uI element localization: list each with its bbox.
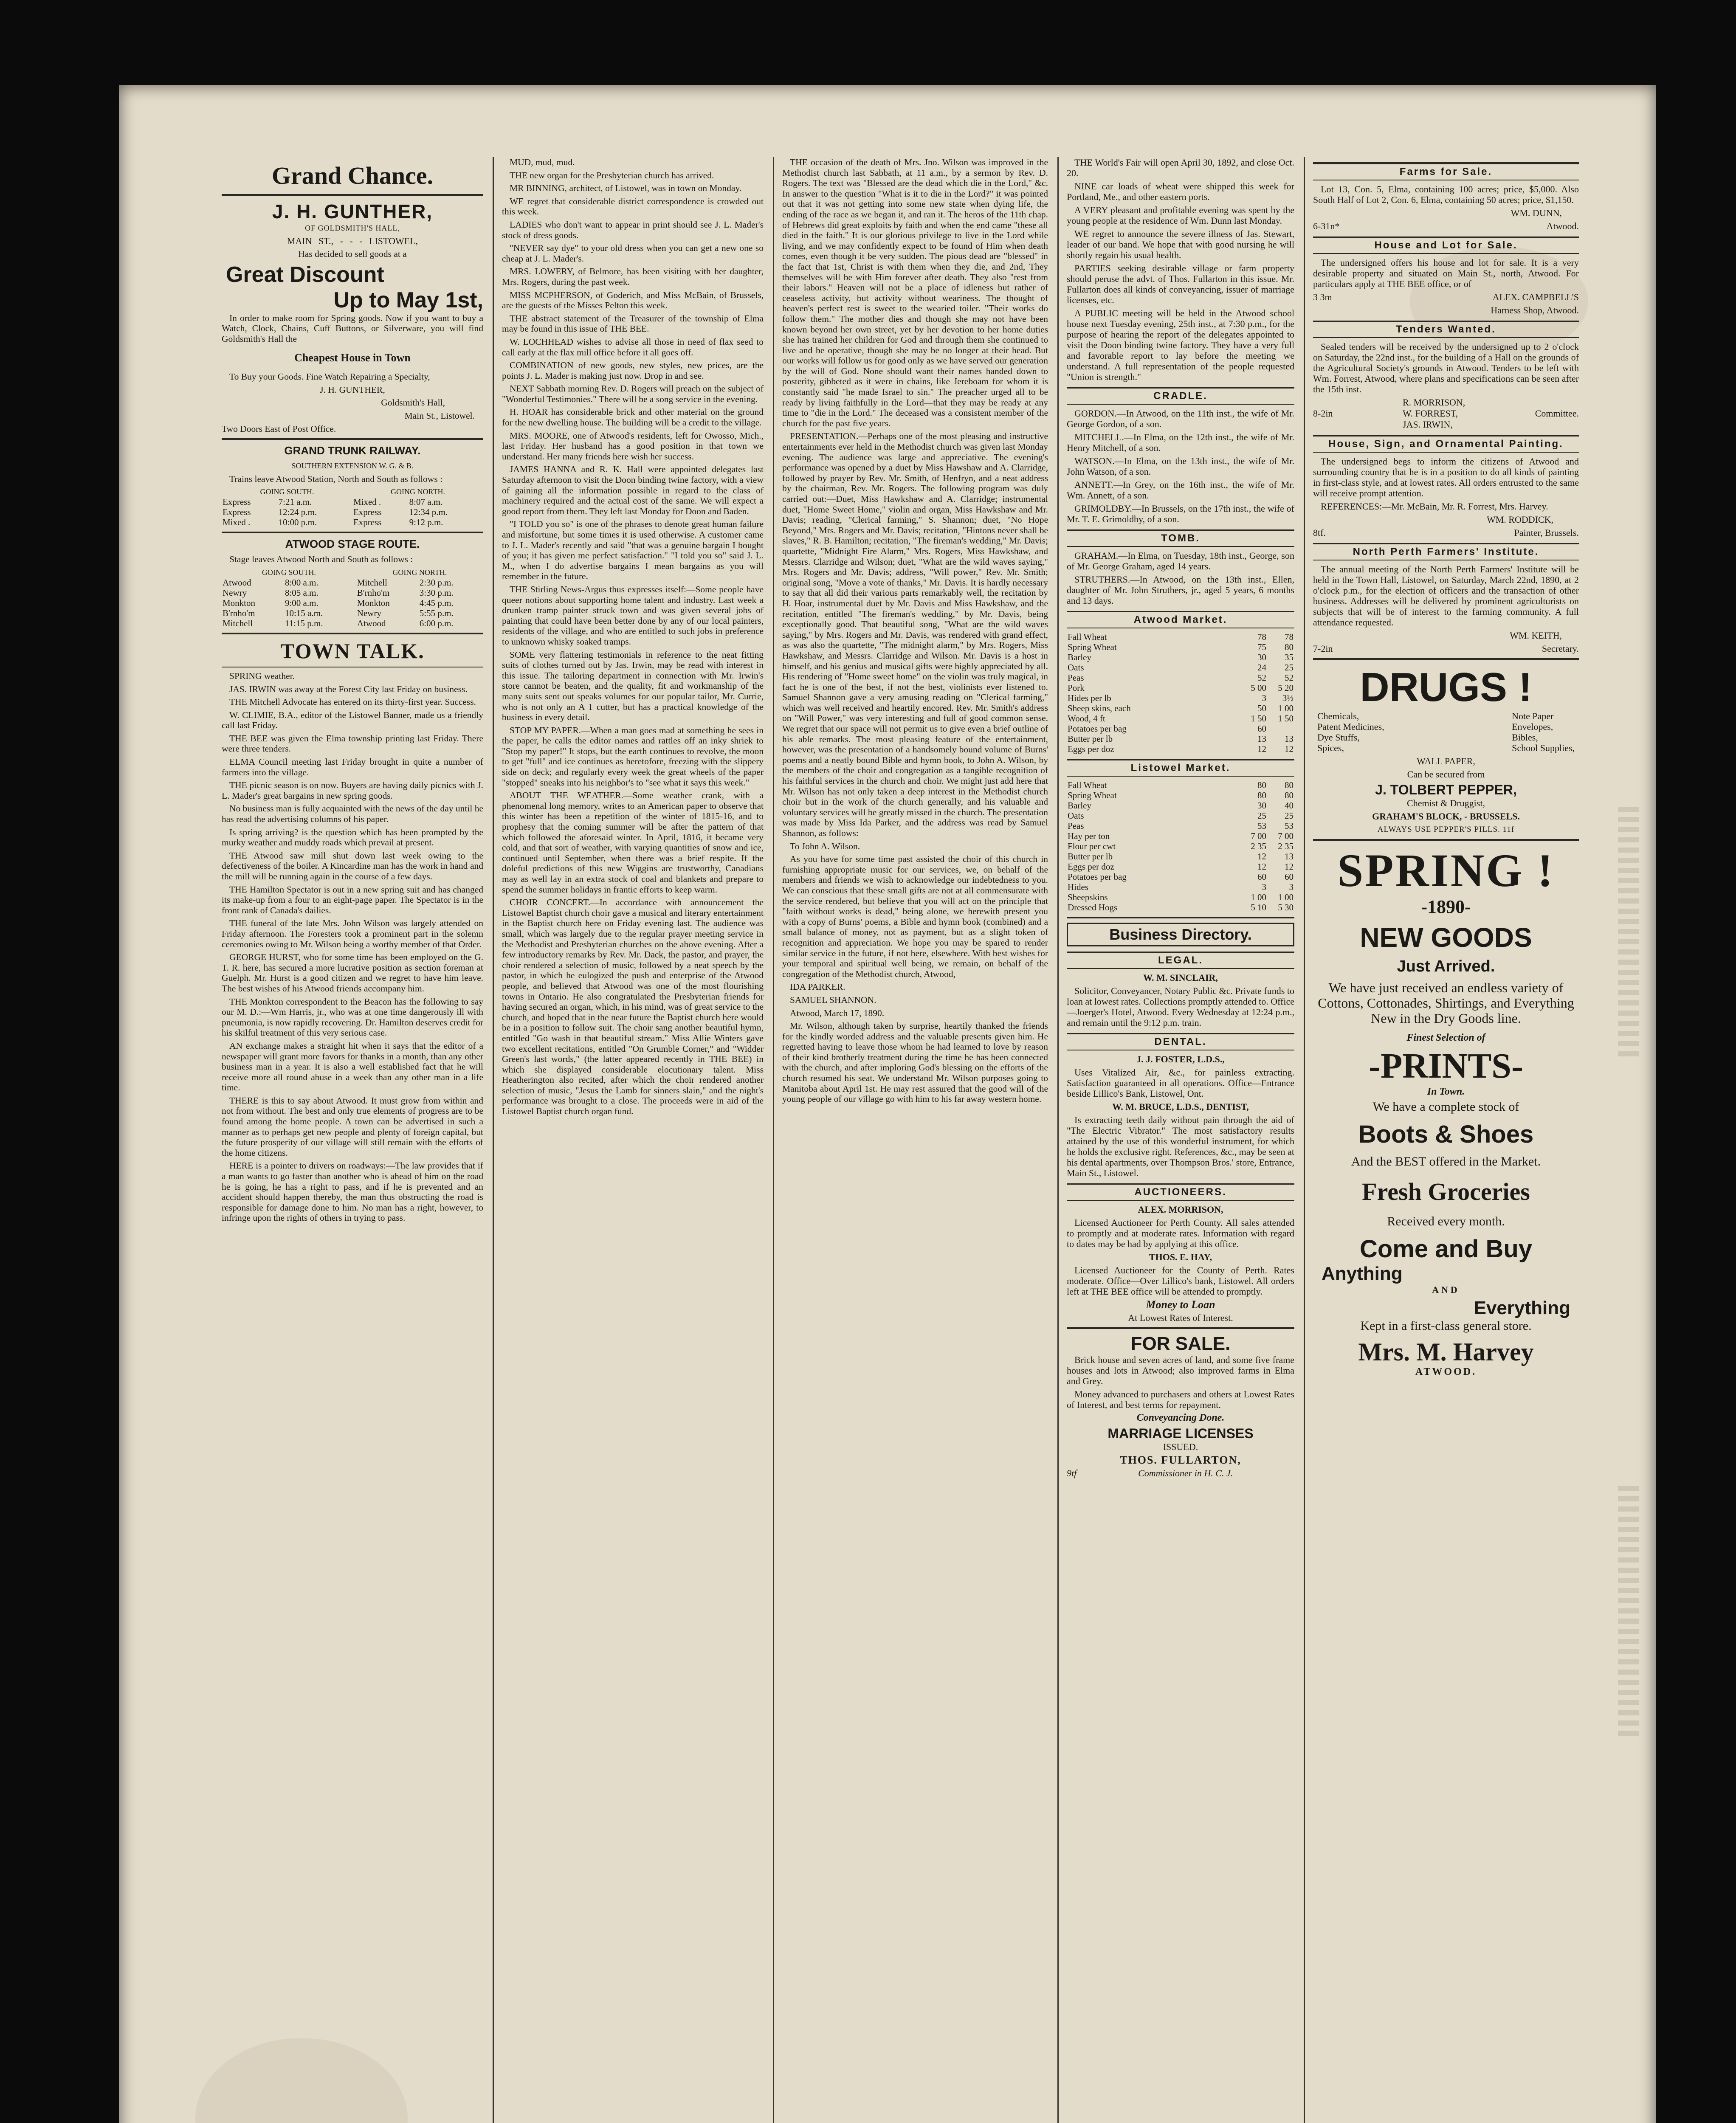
gunther-of: OF GOLDSMITH'S HALL, [305, 224, 400, 232]
gunther-body: In order to make room for Spring goods. Now if you want to buy a Watch, Clock, Chains, Cuff Buttons, or Silverware, you will find Goldsmith's Hall the [222, 313, 483, 344]
prints-heading: -PRINTS- [1368, 1046, 1524, 1086]
anything: Anything [1322, 1263, 1403, 1284]
sinclair-name: W. M. SINCLAIR, [1143, 972, 1218, 983]
news-item: SAMUEL SHANNON. [790, 994, 876, 1005]
column-rule [493, 157, 494, 2123]
atwood-market-heading: Atwood Market. [1067, 611, 1294, 628]
institute-heading: North Perth Farmers' Institute. [1313, 543, 1579, 560]
money-advanced: Money advanced to purchasers and others at Lowest Rates of Interest, and best terms for repayment. [1067, 1389, 1294, 1410]
news-item: "NEVER say dye" to your old dress when you can get a new one so cheap at J. L. Mader's. [502, 243, 764, 264]
come-and-buy: Come and Buy [1359, 1235, 1533, 1263]
pepper-title: Chemist & Druggist, [1407, 798, 1485, 808]
complete-stock: We have a complete stock of [1372, 1100, 1519, 1114]
can-be-secured: Can be secured from [1407, 769, 1485, 780]
news-item: PARTIES seeking desirable village or farm property should peruse the advt. of Thos. Fullarton in this issue. Mr. Fullarton does all kinds of conveyancing, issuer of marriage licenses, etc. [1067, 263, 1294, 305]
dental-heading: DENTAL. [1067, 1033, 1294, 1050]
two-doors: Two Doors East of Post Office. [222, 423, 336, 434]
news-item: THE Monkton correspondent to the Beacon has the following to say our M. D.:—Wm Harris, jr., who was at one time dangerously ill with pneumonia, is now rapidly recovering. Dr. Hamilton deserves credit for his skilful treatment of this very serious case. [222, 996, 483, 1038]
birth-notice: WATSON.—In Elma, on the 13th inst., the wife of Mr. John Watson, of a son. [1067, 456, 1294, 477]
news-item: MRS. MOORE, one of Atwood's residents, left for Owosso, Mich., last Friday. Her husband has a good position in that town we understand. Her many friends here wish her success. [502, 430, 764, 462]
business-directory-heading: Business Directory. [1067, 923, 1294, 946]
news-item: CHOIR CONCERT.—In accordance with announcement the Listowel Baptist church choir gave a musical and literary entertainment in the Baptist church here on Friday evening last. The audience was small, which was largely due to the regular prayer meeting service in the Methodist and Presbyterian churches on the above evening. After a few introductory remarks by Rev. Mr. Dack, the pastor, and prayer, the choir rendered a selection of music, followed by a neat speech by the pastor, in which he eulogized the push and enterprise of the Atwood people, and believed that Atwood was one of the most flourishing towns in Ontario. He also congratulated the Presbyterian friends for having secured an organ, which, in his mind, was of great service to the church, and hoped that in the near future the Baptist church here would be in a position to follow suit. The choir sang another beautiful hymn, entitled "Go wash in that beautiful stream." Miss Allie Winters gave two excellent recitations, entitled "On Grumble Corner," and "Widder Green's last words," (the latter appeared recently in THE BEE) in which she displayed considerable elocutionary talent. Miss Heatherington also recited, after which the choir rendered another selection of music, "Jesus the Lamb for sinners slain," and the night's performance was brought to a close. The proceeds were in aid of the Listowel Baptist church organ fund. [502, 897, 764, 1117]
fullarton-name: THOS. FULLARTON, [1120, 1454, 1241, 1466]
news-item: SOME very flattering testimonials in reference to the neat fitting suits of clothes turned out by Jas. Irwin, may be read with interest in this issue. The tailoring department in connection with Mr. Irwin's store cannot be beaten, and the quality, fit and workmanship of the many suits sent out speaks volumes for our popular tailor, Mr. Currie, who is not only an A 1 cutter, but has a practical knowledge of the business in every detail. [502, 649, 764, 723]
news-item: THE funeral of the late Mrs. John Wilson was largely attended on Friday afternoon. The Foresters took a prominent part in the solemn ceremonies owing to Mr. Wilson being a worthy member of that Order. [222, 918, 483, 949]
page-columns [217, 157, 1588, 2123]
stage-row: Atwood 8:00 a.m. Mitchell 2:30 p.m. [223, 577, 454, 588]
listowel-market-table [1067, 780, 1294, 912]
institute-footer: 7-2in Secretary. [1313, 643, 1579, 654]
tenders-body: Sealed tenders will be received by the undersigned up to 2 o'clock on Saturday, the 22nd inst., for the building of a Hall on the grounds of the Agricultural Society's grounds in Atwood. Tenders to be left with Wm. Forrest, Atwood, where plans and specifications can be seen after the 15th inst. [1313, 341, 1579, 394]
market-row: Dressed Hogs 5 10 5 30 [1068, 902, 1294, 912]
market-row: Peas 52 52 [1068, 673, 1294, 683]
news-item: JAS. IRWIN was away at the Forest City last Friday on business. [229, 684, 468, 694]
news-item: THE new organ for the Presbyterian church has arrived. [510, 170, 714, 180]
news-item: A PUBLIC meeting will be held in the Atwood school house next Tuesday evening, 25th inst., at 7:30 p.m., for the purpose of hearing the report of the delegates appointed to visit the Doon binding twine factory. They have a very full and favorable report to lay before the meeting we understand. A full representation of the people requested "Union is strength." [1067, 308, 1294, 382]
cradle-heading: CRADLE. [1067, 387, 1294, 405]
market-row: Hides per lb 3 3½ [1068, 693, 1294, 703]
drug-item: School Supplies, [1512, 743, 1575, 753]
market-row: Spring Wheat 75 80 [1068, 642, 1294, 652]
column-3 [777, 157, 1053, 2123]
year-1890: -1890- [1421, 896, 1471, 917]
news-item: MR BINNING, architect, of Listowel, was in town on Monday. [510, 183, 742, 194]
gtr-intro: Trains leave Atwood Station, North and South as follows : [229, 473, 443, 484]
new-goods: NEW GOODS [1360, 922, 1532, 953]
column-4 [1062, 157, 1299, 2123]
column-rule [1304, 157, 1305, 2123]
farms-heading: Farms for Sale. [1313, 162, 1579, 180]
kept-in-store: Kept in a first-class general store. [1360, 1319, 1532, 1333]
gunther-decided: Has decided to sell goods at a [298, 249, 407, 259]
market-row: Wood, 4 ft 1 50 1 50 [1068, 713, 1294, 724]
news-item: MRS. LOWERY, of Belmore, has been visiting with her daughter, Mrs. Rogers, during the past week. [502, 266, 764, 287]
market-row: Fall Wheat 80 80 [1068, 780, 1294, 790]
received-body: We have just received an endless variety of Cottons, Cottonades, Shirtings, and Everything New in the Dry Goods line. [1318, 980, 1574, 1026]
foster-body: Uses Vitalized Air, &c., for painless extracting. Satisfaction guaranteed in all operations. Office—Entrance beside Lillico's Bank, Listowel, Ont. [1067, 1067, 1294, 1099]
news-item: As you have for some time past assisted the choir of this church in furnishing appropriate music for our services, we, on behalf of the members and friends we wish to acknowledge our indebtedness to you. We can conscious that these small gifts are not at all commensurate with the service rendered, but believe that you will act on the principle that "faith without works is dead," being alone, we herewith present you with a copy of Burns' poems, a Bible and hymn book (combined) and a small balance of money, not as payment, but as a slight token of recognition and appreciation. We hope you may be spared to render similar service in the future, if not here, elsewhere. With best wishes for your temporal and spiritual well being, we remain, on behalf of the congregation of the Methodist church, Atwood, [782, 854, 1048, 979]
atwood-market-table [1067, 632, 1294, 754]
great-discount: Great Discount [226, 262, 384, 287]
stage-row: B'rnho'm 10:15 a.m. Newry 5:55 p.m. [223, 608, 454, 618]
for-sale-body: Brick house and seven acres of land, and some five frame houses and lots in Atwood; also improved farms in Elma and Grey. [1067, 1354, 1294, 1386]
buy-goods: To Buy your Goods. Fine Watch Repairing a Specialty, [229, 372, 430, 382]
gunther-sig-1: J. H. GUNTHER, [320, 384, 385, 395]
market-row: Hay per ton 7 00 7 00 [1068, 831, 1294, 841]
market-row: Fall Wheat 78 78 [1068, 632, 1294, 642]
stage-row: Monkton 9:00 a.m. Monkton 4:45 p.m. [223, 597, 454, 608]
stage-table: GOING SOUTH. GOING NORTH. Atwood 8:00 a.m. Mitchell 2:30 p.m. Newry 8:05 a.m. B'rnho'm 3:30 p.m. Monkton 9:00 a.m. Monkton 4:45 p.m. B'rnho'm 10:15 a.m. Newry 5:55 p.m. Mitchell 11:15 p.m. Atwood 6:00 p.m. [222, 567, 483, 628]
just-arrived: Just Arrived. [1397, 957, 1495, 975]
tenders-signatures: 8-2in R. MORRISON, W. FORREST, JAS. IRWIN, Committee. [1313, 397, 1579, 430]
market-row: Peas 53 53 [1068, 821, 1294, 831]
market-row: Barley 30 40 [1068, 800, 1294, 811]
news-item: THE Mitchell Advocate has entered on its thirty-first year. Success. [229, 697, 476, 707]
mrs-harvey: Mrs. M. Harvey [1358, 1338, 1534, 1366]
commissioner: 9tf Commissioner in H. C. J. [1067, 1468, 1233, 1478]
painting-refs: REFERENCES:—Mr. McBain, Mr. R. Forrest, Mrs. Harvey. [1321, 501, 1548, 512]
house-heading: House and Lot for Sale. [1313, 237, 1579, 254]
news-item: GEORGE HURST, who for some time has been employed on the G. T. R. here, has secured a more lucrative position as section foreman at Guelph. Mr. Hurst is a good citizen and we regret to have him leave. The best wishes of his Atwood friends accompany him. [222, 952, 483, 994]
news-item: HERE is a pointer to drivers on roadways:—The law provides that if a man wants to go faster than another who is ahead of him on the road he is going, he has a right to pass, and if he is prevented and an accident should happen thereby, the man thus obstructing the road is responsible for damage done to him. No man has a right, however, to infringe upon the rights of others in trying to pass. [222, 1160, 483, 1223]
drug-item: Bibles, [1512, 732, 1538, 743]
news-item: THE Atwood saw mill shut down last week owing to the defectiveness of the boiler. A Kincardine man has the work in hand and the mill will be running again in the course of a few days. [222, 850, 483, 881]
birth-notice: ANNETT.—In Grey, on the 16th inst., the wife of Mr. Wm. Annett, of a son. [1067, 479, 1294, 501]
news-item: PRESENTATION.—Perhaps one of the most pleasing and instructive entertainments ever held in the Methodist church was given last Monday evening. The audience was large and appreciative. The evening's performance was opened by a duet by Miss Hawshaw and A. Clarridge, followed by prayer by Rev. Mr. Smith, of Henfryn, and a neat address by the chairman, Rev. Mr. Rogers. The following program was duly carried out:—Duet, Miss Hawkshaw and A. Clarridge; instrumental duet, "Home Sweet Home," violin and organ, Miss Hawkshaw and Mr. Davis; reading, "Clerical farming," S. Shannon; duet, "No Hope Beyond," Mrs. Rogers and Mr. Davis; recitation, "Hintons never shall be slaves," R. B. Hamilton; recitation, "The fireman's wedding," Mr. Davis; quartette, "Midnight Fire Alarm," Mrs. Rogers, Miss Hawkshaw, and Messrs. Clarridge and Wilson; duet, "What are the wild waves saying," Mrs. Rogers and Mr. Davis; address, "Will power," Rev. Mr. Smith; original song, "Move a vote of thanks," Mr. Davis. It is hardly necessary to say that all did their various parts remarkably well, the recitation by H. Hoar, instrumental duet by Mr. Davis and Miss Hawkshaw, and the recitation, entitled "The fireman's wedding," by Mr. Davis, being exceptionally good. That beautiful song, "What are the wild waves saying," by Mrs. Rogers and Mr. Davis, was rendered with grand effect, as was also the quartette, "The midnight alarm," by Mrs. Rogers, Miss Hawkshaw, and Messrs. Clarridge and Wilson. Mr. Davis is a host in himself, and his genius and musical gifts were highly appreciated by all. His rendering of "Home sweet home" on the violin was truly magical, in fact he is one of the best, if not the best, violinists ever listened to. Samuel Shannon gave a very amusing reading on "Clerical farming," which was well received and heartily encored. Rev. Mr. Smith's address on "Will Power," was very interesting and full of good common sense. We regret that our space will not permit us to give even a brief outline of his able remarks. The most pleasing feature of the entertainment, however, was the presentation of a handsomely bound volume of Burns' poems and a neatly bound Bible and hymn book, to John A. Wilson, by the members of the choir and congregation as a tangible recognition of his faithful services in the church and choir. We might just add here that Mr. Wilson has not only taken a deep interest in the Methodist church choir but in the work of the church generally, and his valuable and voluntary services will be greatly missed in the church. The presentation was made by Miss Ida Parker, and the address was read by Samuel Shannon, as follows: [782, 431, 1048, 838]
news-item: THERE is this to say about Atwood. It must grow from within and not from without. The best and only true elements of progress are to be found among the home people. A town can be advertised in such a manner as to perhaps get new people and plenty of foreign capital, but the future prosperity of our village will still remain with the efforts of the home citizens. [222, 1095, 483, 1158]
morrison-name: ALEX. MORRISON, [1138, 1204, 1223, 1215]
farms-footer: 6-31n* Atwood. [1313, 221, 1579, 231]
news-item: Atwood, March 17, 1890. [790, 1008, 885, 1018]
news-item: No business man is fully acquainted with the news of the day until he has read the advertising columns of his paper. [222, 803, 483, 825]
gtr-sub: SOUTHERN EXTENSION W. G. & B. [291, 462, 414, 470]
market-row: Pork 5 00 5 20 [1068, 683, 1294, 693]
news-item: W. LOCHHEAD wishes to advise all those in need of flax seed to call early at the flax mill office before it all goes off. [502, 336, 764, 358]
market-row: Oats 24 25 [1068, 662, 1294, 673]
legal-heading: LEGAL. [1067, 952, 1294, 969]
news-item: SPRING weather. [229, 670, 295, 681]
column-rule [1057, 157, 1059, 2123]
painting-heading: House, Sign, and Ornamental Painting. [1313, 435, 1579, 453]
tomb-items [1067, 550, 1294, 606]
market-row: Eggs per doz 12 12 [1068, 862, 1294, 872]
news-item: MISS MCPHERSON, of Goderich, and Miss McBain, of Brussels, are the guests of the Misses Pelton this week. [502, 290, 764, 311]
drug-item: Chemicals, [1317, 711, 1359, 721]
marriage-licenses: MARRIAGE LICENSES [1108, 1426, 1254, 1441]
farms-body: Lot 13, Con. 5, Elma, containing 100 acres; price, $5,000. Also South Half of Lot 2, Con. 6, Elma, containing 50 acres; price, $1,150. [1313, 184, 1579, 205]
drug-item: Patent Medicines, [1317, 721, 1384, 732]
farms-sig: WM. DUNN, [1511, 208, 1562, 218]
news-item: ABOUT THE WEATHER.—Some weather crank, with a phenomenal long memory, writes to an American paper to observe that this winter has been a repetition of the winter of 1815-16, and to prophesy that the coming summer will be after the pattern of that which followed the aforesaid winter. In April, 1816, it became very cold, and that sort of weather, with varying quantities of snow and ice, continued until September, when there was a brief respite. If the doleful predictions of this new Wiggins are trustworthy, Canadians may as well lay in an extra stock of coal and blankets and prepare to spend the summer holidays in frantic efforts to keep warm. [502, 790, 764, 895]
market-row: Spring Wheat 80 80 [1068, 790, 1294, 800]
news-item: Mr. Wilson, although taken by surprise, heartily thanked the friends for the kindly worded address and the valuable presents given him. He regretted having to leave those whom he had learned to love by reason of their kind brotherly treatment during the time he has been connected with the church, and after imploring God's blessing on the efforts of the church resumed his seat. We understand Mr. Wilson purposes going to Manitoba about April 1st. He may rest assured that the good will of the young people of our village go with him to his far away western home. [782, 1021, 1048, 1104]
bruce-name: W. M. BRUCE, L.D.S., DENTIST, [1112, 1101, 1249, 1112]
news-item: STOP MY PAPER.—When a man goes mad at something he sees in the paper, he calls the editor names and rattles off an inky shriek to "Stop my paper!" It stops, but the earth continues to revolve, the moon to get "full" and ice continues as heretofore, freezing with the slippery side on deck; and regularly every week the great wheels of the paper "stopped" sneaks into his neighbor's to "see what it says this week." [502, 725, 764, 788]
up-to-may: Up to May 1st, [333, 287, 483, 313]
gtr-row: Express 7:21 a.m. Mixed . 8:07 a.m. [223, 497, 443, 507]
newspaper-page [119, 85, 1656, 2123]
institute-body: The annual meeting of the North Perth Farmers' Institute will be held in the Town Hall, Listowel, on Saturday, March 22nd, 1890, at 2 o'clock p.m., for the election of officers and the transaction of other business. Addresses will be delivered by prominent agriculturists on subjects that will be of interest to the farming community. A full attendance requested. [1313, 564, 1579, 628]
church-items [782, 157, 1048, 1104]
money-sub: At Lowest Rates of Interest. [1128, 1312, 1233, 1323]
bleed-through [1618, 1486, 1639, 1741]
market-row: Oats 25 25 [1068, 811, 1294, 821]
news-item: THE picnic season is on now. Buyers are having daily picnics with J. L. Mader's great bargains in new spring goods. [222, 780, 483, 801]
gtr-row: Mixed . 10:00 p.m. Express 9:12 p.m. [223, 517, 443, 528]
market-row: Sheep skins, each 50 1 00 [1068, 703, 1294, 713]
market-row: Potatoes per bag 60 [1068, 724, 1266, 734]
everything: Everything [1474, 1298, 1570, 1318]
house-sig-2: Harness Shop, Atwood. [1491, 305, 1579, 315]
foster-name: J. J. FOSTER, L.D.S., [1136, 1054, 1225, 1064]
pepper-block: GRAHAM'S BLOCK, - BRUSSELS. [1372, 811, 1520, 822]
birth-notice: GRIMOLDBY.—In Brussels, on the 17th inst., the wife of Mr. T. E. Grimoldby, of a son. [1067, 503, 1294, 524]
news-item: THE abstract statement of the Treasurer of the township of Elma may be found in this issue of THE BEE. [502, 313, 764, 334]
house-body: The undersigned offers his house and lot for sale. It is a very desirable property and situated on Main St., north, Atwood. For particulars apply at THE BEE office, or of [1313, 257, 1579, 289]
news-item: NEXT Sabbath morning Rev. D. Rogers will preach on the subject of "Wonderful Testimonies." There will be a song service in the evening. [502, 383, 764, 404]
market-row: Butter per lb 12 13 [1068, 851, 1294, 862]
bleed-through [1618, 807, 1639, 1062]
cheapest-house: Cheapest House in Town [294, 351, 411, 364]
market-row: Flour per cwt 2 35 2 35 [1068, 841, 1294, 851]
sinclair-body: Solicitor, Conveyancer, Notary Public &c. Private funds to loan at lowest rates. Collections promptly attended to. Office—Joerger's Hotel, Atwood. Every Wednesday at 12:24 p.m., and remain until the 9:12 p.m. train. [1067, 985, 1295, 1028]
drugs-list [1313, 711, 1579, 753]
news-items [1067, 157, 1294, 382]
gunther-main: MAIN ST., - - - LISTOWEL, [287, 235, 418, 246]
column-5 [1308, 157, 1584, 2123]
news-item: NINE car loads of wheat were shipped this week for Portland, Me., and other eastern ports. [1067, 181, 1294, 202]
news-item: ELMA Council meeting last Friday brought in quite a number of farmers into the village. [222, 757, 483, 777]
news-item: A VERY pleasant and profitable evening was spent by the young people at the residence of Wm. Dunn last Monday. [1067, 205, 1294, 226]
house-sig: 3 3m ALEX. CAMPBELL'S [1313, 292, 1579, 302]
pepper-pills: ALWAYS USE PEPPER'S PILLS. 11f [1377, 825, 1515, 834]
stage-intro: Stage leaves Atwood North and South as follows : [229, 554, 413, 565]
local-items [502, 157, 764, 1117]
news-item: COMBINATION of new goods, new styles, new prices, are the points J. L. Mader is making just now. Drop in and see. [502, 360, 764, 381]
market-row: Hides 3 3 [1068, 882, 1294, 892]
news-item: THE occasion of the death of Mrs. Jno. Wilson was improved in the Methodist church last Sabbath, at 11 a.m., by a sermon by Rev. D. Rogers. The text was "Blessed are the dead which die in the Lord," &c. In answer to the question "What is it to die in the Lord?" it was pointed out that it was not getting into some new state when dying life, the ending of the race as we began it, and ran it. The heros of the 11th chap. of Hebrews did great exploits by faith and when the end came "these all died in the faith." It is our glorious privilege to live in the Lord while living, and we may confidently expect to be found of Him when death comes, even though it be very sudden. The pious dead are "blessed" in the fact that 1st, Christ is with them when they die, and 2nd, They themselves will be with Him forever after death. They also "rest from their labors." Heaven will not be a place of idleness but rather of ceaseless activity, but activity without weariness. The thought of heaven's perfect rest is sweet to the wearied toiler. "Their works do follow them." The mother dies and though she may not have been known beyond her own street, yet by her devotion to her home duties she has trained her children for God and through them she continued to live and be operative, though she may be no longer at their head. But our works will follow us for good only as we have served our generation by the will of God. None should want their names handed down to posterity, gibbeted as it were in chains, like Jereboam for whom it is constantly said "he made Israel to sin." The preacher urged all to be ready by living faithfully in the Lord—that they may be ready at any time to "die in the Lord." The deceased was a consistent member of the church for the past five years. [782, 157, 1048, 428]
drug-item: Dye Stuffs, [1317, 732, 1360, 743]
column-1 [217, 157, 488, 2123]
wall-paper: WALL PAPER, [1417, 756, 1475, 766]
death-notice: STRUTHERS.—In Atwood, on the 13th inst., Ellen, daughter of Mr. John Struthers, jr., aged 5 years, 6 months and 13 days. [1067, 574, 1294, 606]
drug-item: Note Paper [1512, 711, 1554, 721]
painting-sig: WM. RODDICK, [1486, 514, 1553, 525]
in-town: In Town. [1427, 1086, 1465, 1097]
news-item: LADIES who don't want to appear in print should see J. L. Mader's stock of dress goods. [502, 219, 764, 240]
news-item: THE Stirling News-Argus thus expresses itself:—Some people have queer notions about supporting home talent and industry. Last week a drunken tramp painter struck town and was given several jobs of painting that could have been better done by any of our local painters, residents of the village, and who are entitled to such jobs in preference to unknown whisky soaked tramps. [502, 584, 764, 647]
money-to-loan: Money to Loan [1146, 1298, 1215, 1311]
news-item: MUD, mud, mud. [510, 157, 575, 167]
drug-item: Envelopes, [1512, 721, 1553, 732]
auctioneers-heading: AUCTIONEERS. [1067, 1183, 1294, 1201]
tenders-heading: Tenders Wanted. [1313, 321, 1579, 338]
painting-body: The undersigned begs to inform the citizens of Atwood and surrounding country that he is in a position to do all kinds of painting in first-class style, and at lowest rates. All orders entrusted to the same will receive prompt attention. [1313, 456, 1579, 498]
institute-sig: WM. KEITH, [1510, 630, 1562, 641]
column-rule [773, 157, 774, 2123]
gtr-row: Express 12:24 p.m. Express 12:34 p.m. [223, 507, 448, 518]
news-item: AN exchange makes a straight hit when it says that the editor of a newspaper will grant more favors for thanks in a month, than any other business man in a year. It is also a well established fact that he will receive more all round abuse in a week than any other man in a life time. [222, 1040, 483, 1093]
market-row: Eggs per doz 12 12 [1068, 744, 1294, 754]
drugs-heading: DRUGS ! [1360, 664, 1532, 710]
boots-shoes: Boots & Shoes [1358, 1121, 1534, 1148]
gtr-heading: GRAND TRUNK RAILWAY. [284, 444, 421, 457]
news-item: To John A. Wilson. [790, 841, 860, 851]
fresh-groceries: Fresh Groceries [1362, 1178, 1530, 1205]
death-notice: GRAHAM.—In Elma, on Tuesday, 18th inst., George, son of Mr. George Graham, aged 14 years. [1067, 550, 1294, 572]
news-item: WE regret to announce the severe illness of Jas. Stewart, leader of our band. We hope that with good nursing he will shortly regain his usual health. [1067, 228, 1294, 260]
gunther-sig-2: Goldsmith's Hall, [381, 397, 445, 408]
conveyancing: Conveyancing Done. [1136, 1412, 1225, 1423]
market-row: Barley 30 35 [1068, 652, 1294, 662]
news-item: H. HOAR has considerable brick and other material on the ground for the new dwelling house. The building will be a credit to the village. [502, 407, 764, 428]
news-item: WE regret that considerable district correspondence is crowded out this week. [502, 196, 764, 217]
news-item: THE World's Fair will open April 30, 1892, and close Oct. 20. [1067, 157, 1294, 178]
gtr-table: GOING SOUTH. GOING NORTH. Express 7:21 a.m. Mixed . 8:07 a.m. Express 12:24 p.m. Express 12:34 p.m. Mixed . 10:00 p.m. Express 9:12 p.m. [222, 487, 483, 527]
stage-row: Mitchell 11:15 p.m. Atwood 6:00 p.m. [223, 618, 454, 628]
atwood-footer: ATWOOD. [1415, 1366, 1477, 1377]
for-sale-heading: FOR SALE. [1130, 1333, 1231, 1354]
gunther-name: J. H. GUNTHER, [272, 200, 433, 222]
news-item: THE Hamilton Spectator is out in a new spring suit and has changed its make-up from a four to an eight-page paper. The Spectator is in the front rank of Canada's dailies. [222, 884, 483, 915]
and-word: AND [1432, 1284, 1460, 1295]
grand-chance-heading: Grand Chance. [271, 162, 434, 189]
stage-heading: ATWOOD STAGE ROUTE. [285, 538, 420, 551]
cradle-items [1067, 408, 1294, 524]
issued: ISSUED. [1163, 1442, 1198, 1452]
bruce-body: Is extracting teeth daily without pain through the aid of "The Electric Vibrator." The most satisfactory results attained by the use of this wonderful instrument, for which he holds the exclusive right. References, &c., may be seen at his dental apartments, over Thompson Bros.' store, Entrance, Main St., Listowel. [1067, 1115, 1294, 1178]
market-row: Potatoes per bag 60 60 [1068, 872, 1294, 882]
spring-heading: SPRING ! [1337, 845, 1555, 896]
received-month: Received every month. [1387, 1214, 1505, 1228]
hay-body: Licensed Auctioneer for the County of Perth. Rates moderate. Office—Over Lillico's bank, Listowel. All orders left at THE BEE office will be attended to promptly. [1067, 1265, 1294, 1297]
column-2 [497, 157, 769, 2123]
drug-item: Spices, [1317, 743, 1344, 753]
birth-notice: MITCHELL.—In Elma, on the 12th inst., the wife of Mr. Henry Mitchell, of a son. [1067, 432, 1294, 453]
gunther-sig-3: Main St., Listowel. [404, 410, 475, 421]
town-talk-items [222, 671, 483, 1223]
pepper-name: J. TOLBERT PEPPER, [1375, 782, 1517, 797]
news-item: IDA PARKER. [790, 982, 845, 992]
finest-selection: Finest Selection of [1406, 1032, 1485, 1043]
market-row: Sheepskins 1 00 1 00 [1068, 892, 1294, 902]
news-item: "I TOLD you so" is one of the phrases to denote great human failure and misfortune, but some times it is used otherwise. A customer came to J. L. Mader's recently and said "that was a genuine bargain I bought of you; it has given me perfect satisfaction." "I told you so" said J. L. M., when I do advertise bargains I mean bargains as you will remember in the future. [502, 519, 764, 582]
news-item: THE BEE was given the Elma township printing last Friday. There were three tenders. [222, 733, 483, 754]
birth-notice: GORDON.—In Atwood, on the 11th inst., the wife of Mr. George Gordon, of a son. [1067, 408, 1294, 429]
listowel-market-heading: Listowel Market. [1067, 759, 1294, 777]
news-item: JAMES HANNA and R. K. Hall were appointed delegates last Saturday afternoon to visit the Doon binding twine factory, with a view of gaining all the information possible in regard to the class of machinery required and the actual cost of the same. We will expect a good report from them. They left last Monday for Doon and Baden. [502, 464, 764, 516]
town-talk-heading: TOWN TALK. [280, 639, 425, 663]
painting-footer: 8tf. Painter, Brussels. [1313, 527, 1579, 538]
news-item: Is spring arriving? is the question which has been prompted by the murky weather and muddy roads which prevail at present. [222, 827, 483, 848]
morrison-body: Licensed Auctioneer for Perth County. All sales attended to promptly and at moderate rates. Information with regard to dates may be had by applying at this office. [1067, 1217, 1294, 1249]
tomb-heading: TOMB. [1067, 529, 1294, 547]
best-offered: And the BEST offered in the Market. [1351, 1154, 1541, 1168]
code-9tf: 9tf [1067, 1468, 1077, 1478]
market-row: Butter per lb 13 13 [1068, 734, 1294, 744]
news-item: W. CLIMIE, B.A., editor of the Listowel Banner, made us a friendly call last Friday. [222, 710, 483, 731]
stage-row: Newry 8:05 a.m. B'rnho'm 3:30 p.m. [223, 587, 454, 598]
hay-name: THOS. E. HAY, [1149, 1252, 1212, 1262]
